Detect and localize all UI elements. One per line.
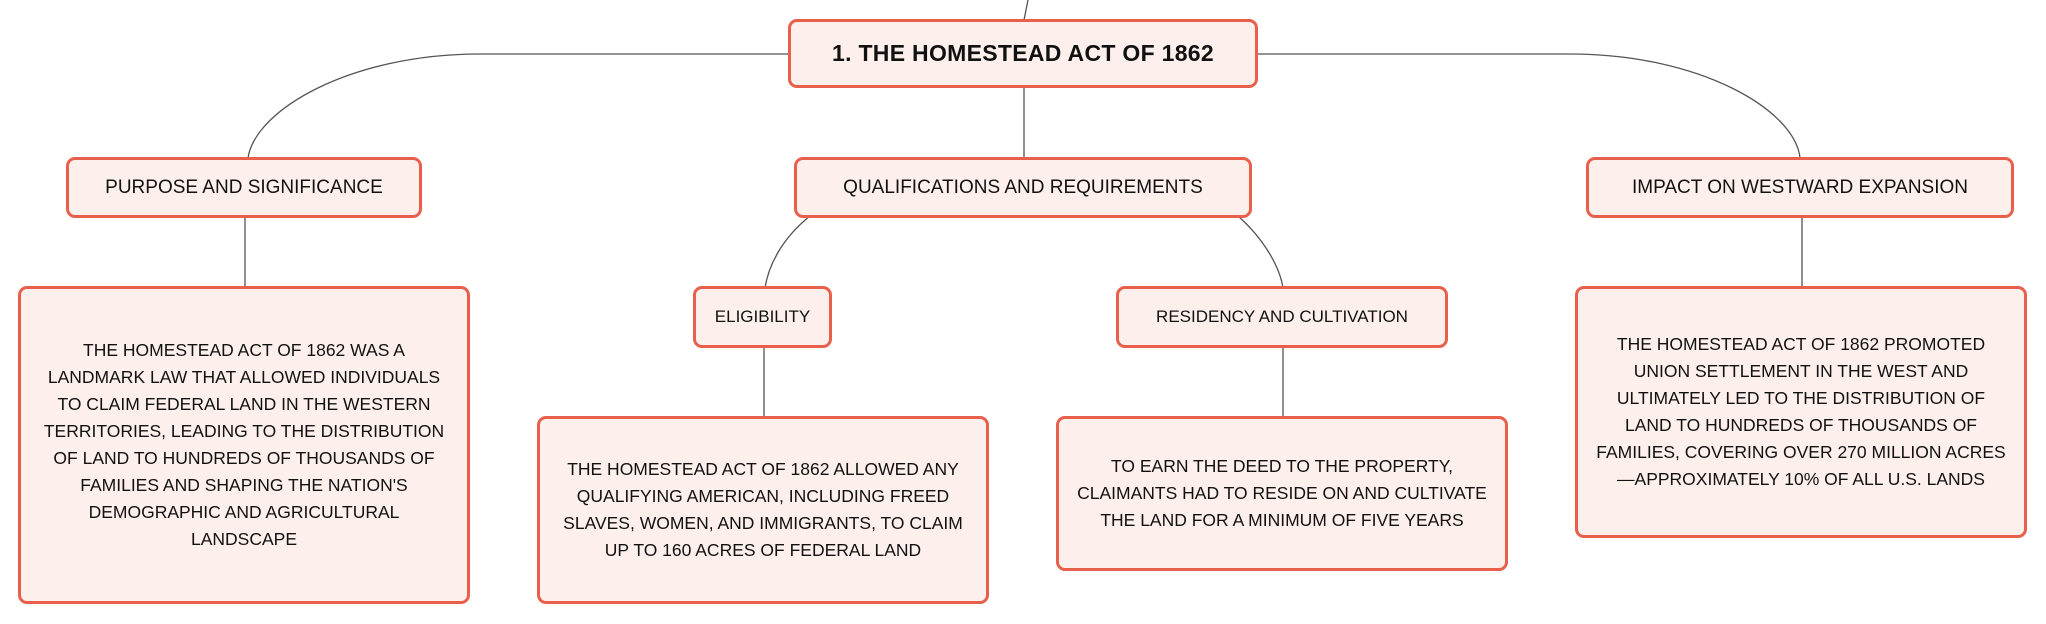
subtopic-eligibility[interactable] (693, 286, 832, 348)
root-label: 1. THE HOMESTEAD ACT OF 1862 (831, 40, 1214, 66)
topic-qualifications-label: QUALIFICATIONS AND REQUIREMENTS (843, 176, 1203, 198)
detail-eligibility[interactable] (537, 416, 989, 604)
detail-residency-text: TO EARN THE DEED TO THE PROPERTY, CLAIMANTS HAD TO RESIDE ON AND CULTIVATE THE LAND FOR A MINIMUM OF FIVE YEARS (1077, 456, 1487, 530)
connector-parent-to-root (1024, 0, 1028, 20)
detail-purpose-text: THE HOMESTEAD ACT OF 1862 WAS A LANDMARK LAW THAT ALLOWED INDIVIDUALS TO CLAIM FEDERAL LAND IN THE WESTERN TERRITORIES, LEADING TO THE DISTRIBUTION OF LAND TO HUNDREDS OF THOUSANDS OF FAMILIES AND SHAPING THE NATION'S DEMOGRAPHIC AND AGRICULTURAL LANDSCAPE (43, 340, 445, 549)
topic-purpose-label: PURPOSE AND SIGNIFICANCE (105, 176, 383, 198)
topic-qualifications[interactable] (794, 157, 1252, 218)
detail-purpose[interactable] (18, 286, 470, 604)
root-node[interactable] (788, 19, 1258, 88)
subtopic-residency-label: RESIDENCY AND CULTIVATION (1156, 307, 1408, 326)
connector-root-to-impact (1256, 54, 1800, 158)
subtopic-residency[interactable] (1116, 286, 1448, 348)
topic-purpose[interactable] (66, 157, 422, 218)
connector-root-to-purpose (248, 54, 790, 158)
connector-qualifications-to-eligibility (765, 216, 810, 288)
topic-impact[interactable] (1586, 157, 2014, 218)
detail-impact[interactable] (1575, 286, 2027, 538)
connector-qualifications-to-residency (1238, 216, 1283, 288)
detail-eligibility-text: THE HOMESTEAD ACT OF 1862 ALLOWED ANY QUALIFYING AMERICAN, INCLUDING FREED SLAVES, WOMEN, AND IMMIGRANTS, TO CLAIM UP TO 160 ACRES OF FEDERAL LAND (563, 459, 963, 560)
topic-impact-label: IMPACT ON WESTWARD EXPANSION (1631, 176, 1969, 198)
detail-impact-text: THE HOMESTEAD ACT OF 1862 PROMOTED UNION SETTLEMENT IN THE WEST AND ULTIMATELY LED TO THE DISTRIBUTION OF LAND TO HUNDREDS OF THOUSANDS OF FAMILIES, COVERING OVER 270 MILLION ACRES—APPROXIMATELY 10% OF ALL U.S. LANDS (1596, 334, 2006, 489)
subtopic-eligibility-label: ELIGIBILITY (714, 307, 811, 326)
detail-residency[interactable] (1056, 416, 1508, 571)
